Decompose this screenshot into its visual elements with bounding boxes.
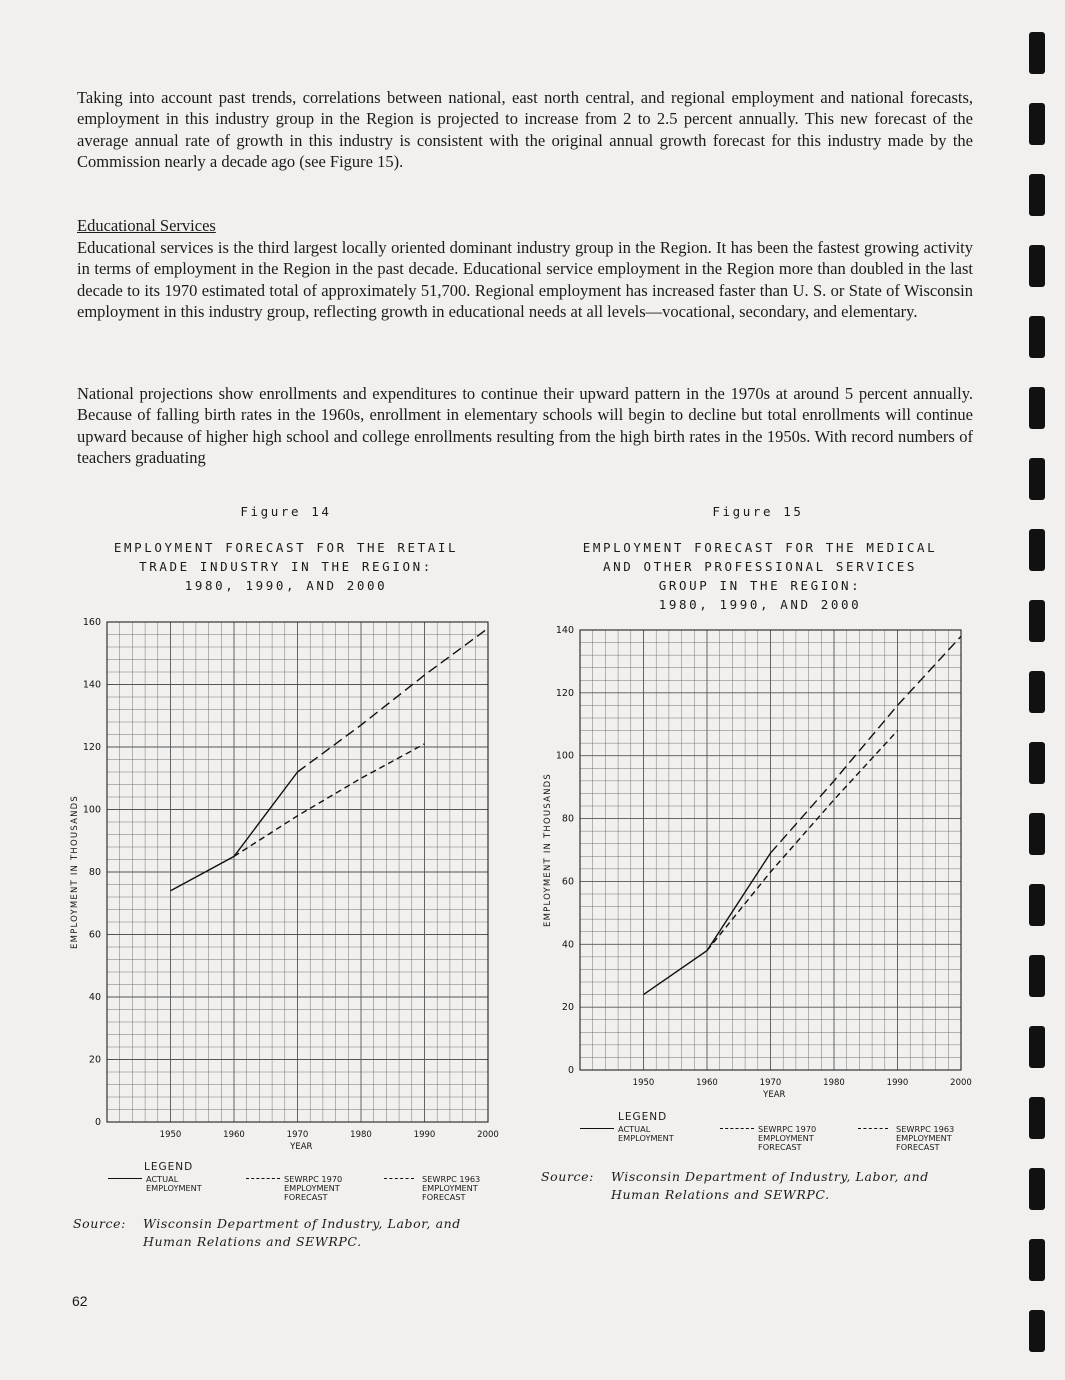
legend-swatch-dot	[858, 1128, 888, 1129]
series-line-dash	[298, 628, 489, 772]
binding-mark	[1029, 103, 1045, 145]
legend-label: SEWRPC 1970 EMPLOYMENT FORECAST	[758, 1124, 817, 1153]
paragraph-educational-services: Educational services is the third largest locally oriented dominant industry group in the Region. It has been the fastest growing activity in terms of employment in the Region in the past decade. Educational service employment in the Region more than doubled in the last decade to its 1970 estimated total of approximately 51,700. Regional employment has increased faster than U. S. or State of Wisconsin employment in this industry group, reflecting growth in educational needs at all levels—vocational, secondary, and elementary.	[77, 238, 973, 322]
figure-15-title: EMPLOYMENT FORECAST FOR THE MEDICAL AND OTHER PROFESSIONAL SERVICES GROUP IN THE REGION: 1980, 1990, AND 2000	[582, 540, 938, 612]
x-tick-label: 1980	[350, 1130, 372, 1140]
binding-mark	[1029, 1239, 1045, 1281]
binding-mark	[1029, 458, 1045, 500]
figure-15-label: Figure 15	[712, 504, 804, 519]
binding-marks	[1029, 0, 1049, 1380]
series-line-dash	[771, 636, 962, 853]
legend-swatch-solid	[580, 1128, 614, 1129]
paragraph-intro: Taking into account past trends, correlations between national, east north central, and regional employment and national forecasts, employment in this industry group in the Region is projected to increase from 2 to 2.5 percent annually. This new forecast of the average annual rate of growth in this industry is consistent with the original annual growth forecast for this industry made by the Commission nearly a decade ago (see Figure 15).	[77, 88, 973, 172]
y-axis-label: EMPLOYMENT IN THOUSANDS	[543, 773, 553, 927]
x-tick-label: 1950	[159, 1130, 182, 1140]
page-number: 62	[72, 1293, 88, 1309]
y-tick-label: 100	[555, 750, 574, 762]
source-text: Wisconsin Department of Industry, Labor, and Human Relations and SEWRPC.	[611, 1169, 929, 1202]
source-label: Source:	[541, 1169, 594, 1184]
x-tick-label: 1990	[886, 1078, 909, 1088]
y-tick-label: 60	[88, 929, 101, 941]
y-tick-label: 140	[555, 625, 574, 636]
binding-mark	[1029, 245, 1045, 287]
y-tick-label: 80	[88, 867, 101, 878]
figure-14-chart	[50, 610, 510, 1170]
legend-label: ACTUAL EMPLOYMENT	[146, 1174, 202, 1194]
figure-14-label: Figure 14	[240, 504, 332, 519]
binding-mark	[1029, 1026, 1045, 1068]
y-tick-label: 140	[82, 679, 101, 691]
binding-mark	[1029, 742, 1045, 784]
legend-swatch-dash	[720, 1128, 754, 1129]
y-tick-label: 120	[555, 687, 574, 699]
x-tick-label: 1990	[413, 1130, 436, 1140]
x-tick-label: 1970	[286, 1130, 309, 1140]
legend-label: ACTUAL EMPLOYMENT	[618, 1124, 674, 1144]
y-tick-label: 20	[88, 1054, 101, 1066]
x-tick-label: 1960	[696, 1078, 718, 1088]
source-text: Wisconsin Department of Industry, Labor, and Human Relations and SEWRPC.	[143, 1216, 461, 1249]
binding-mark	[1029, 1168, 1045, 1210]
binding-mark	[1029, 1310, 1045, 1352]
figure-15-legend-title: LEGEND	[618, 1111, 668, 1123]
figure-14-title: EMPLOYMENT FORECAST FOR THE RETAIL TRADE INDUSTRY IN THE REGION: 1980, 1990, AND 2000	[113, 540, 459, 593]
legend-label: SEWRPC 1970 EMPLOYMENT FORECAST	[284, 1174, 343, 1203]
binding-mark	[1029, 32, 1045, 74]
binding-mark	[1029, 387, 1045, 429]
y-tick-label: 80	[561, 813, 574, 825]
y-axis-label: EMPLOYMENT IN THOUSANDS	[70, 795, 80, 949]
binding-mark	[1029, 1097, 1045, 1139]
binding-mark	[1029, 529, 1045, 571]
legend-swatch-dot	[384, 1178, 414, 1179]
x-tick-label: 1980	[823, 1078, 845, 1088]
legend-swatch-solid	[108, 1178, 142, 1179]
x-tick-label: 1960	[223, 1130, 245, 1140]
binding-mark	[1029, 316, 1045, 358]
binding-mark	[1029, 174, 1045, 216]
y-tick-label: 120	[82, 742, 101, 753]
y-tick-label: 0	[567, 1065, 574, 1076]
x-tick-label: 2000	[477, 1130, 499, 1140]
x-tick-label: 1970	[759, 1078, 782, 1088]
y-tick-label: 60	[561, 876, 574, 888]
binding-mark	[1029, 813, 1045, 855]
y-tick-label: 0	[94, 1117, 101, 1128]
grid	[580, 630, 961, 1070]
binding-mark	[1029, 955, 1045, 997]
y-tick-label: 20	[561, 1002, 574, 1014]
binding-mark	[1029, 884, 1045, 926]
figure-15-chart	[520, 622, 980, 1122]
legend-label: SEWRPC 1963 EMPLOYMENT FORECAST	[896, 1124, 955, 1153]
x-tick-label: 1950	[632, 1078, 655, 1088]
y-tick-label: 100	[82, 804, 101, 816]
legend-swatch-dash	[246, 1178, 280, 1179]
binding-mark	[1029, 671, 1045, 713]
x-tick-label: 2000	[950, 1078, 972, 1088]
section-heading: Educational Services	[77, 216, 216, 235]
x-axis-label: YEAR	[763, 1090, 786, 1100]
paragraph-national-projections: National projections show enrollments and expenditures to continue their upward pattern in the 1970s at around 5 percent annually. Because of falling birth rates in the 1960s, enrollment in elementary schools will begin to decline but total enrollments will continue upward because of higher high school and college enrollments resulting from the high birth rates in the 1950s. With record numbers of teachers graduating	[77, 384, 973, 468]
series-line-dot	[707, 731, 898, 951]
figure-14-legend-title: LEGEND	[144, 1161, 194, 1173]
binding-mark	[1029, 600, 1045, 642]
y-tick-label: 160	[82, 617, 101, 628]
series-line-dot	[234, 744, 425, 857]
grid	[107, 622, 488, 1122]
x-axis-label: YEAR	[290, 1142, 313, 1152]
legend-label: SEWRPC 1963 EMPLOYMENT FORECAST	[422, 1174, 481, 1203]
y-tick-label: 40	[88, 992, 101, 1003]
source-label: Source:	[73, 1216, 126, 1231]
y-tick-label: 40	[561, 939, 574, 951]
